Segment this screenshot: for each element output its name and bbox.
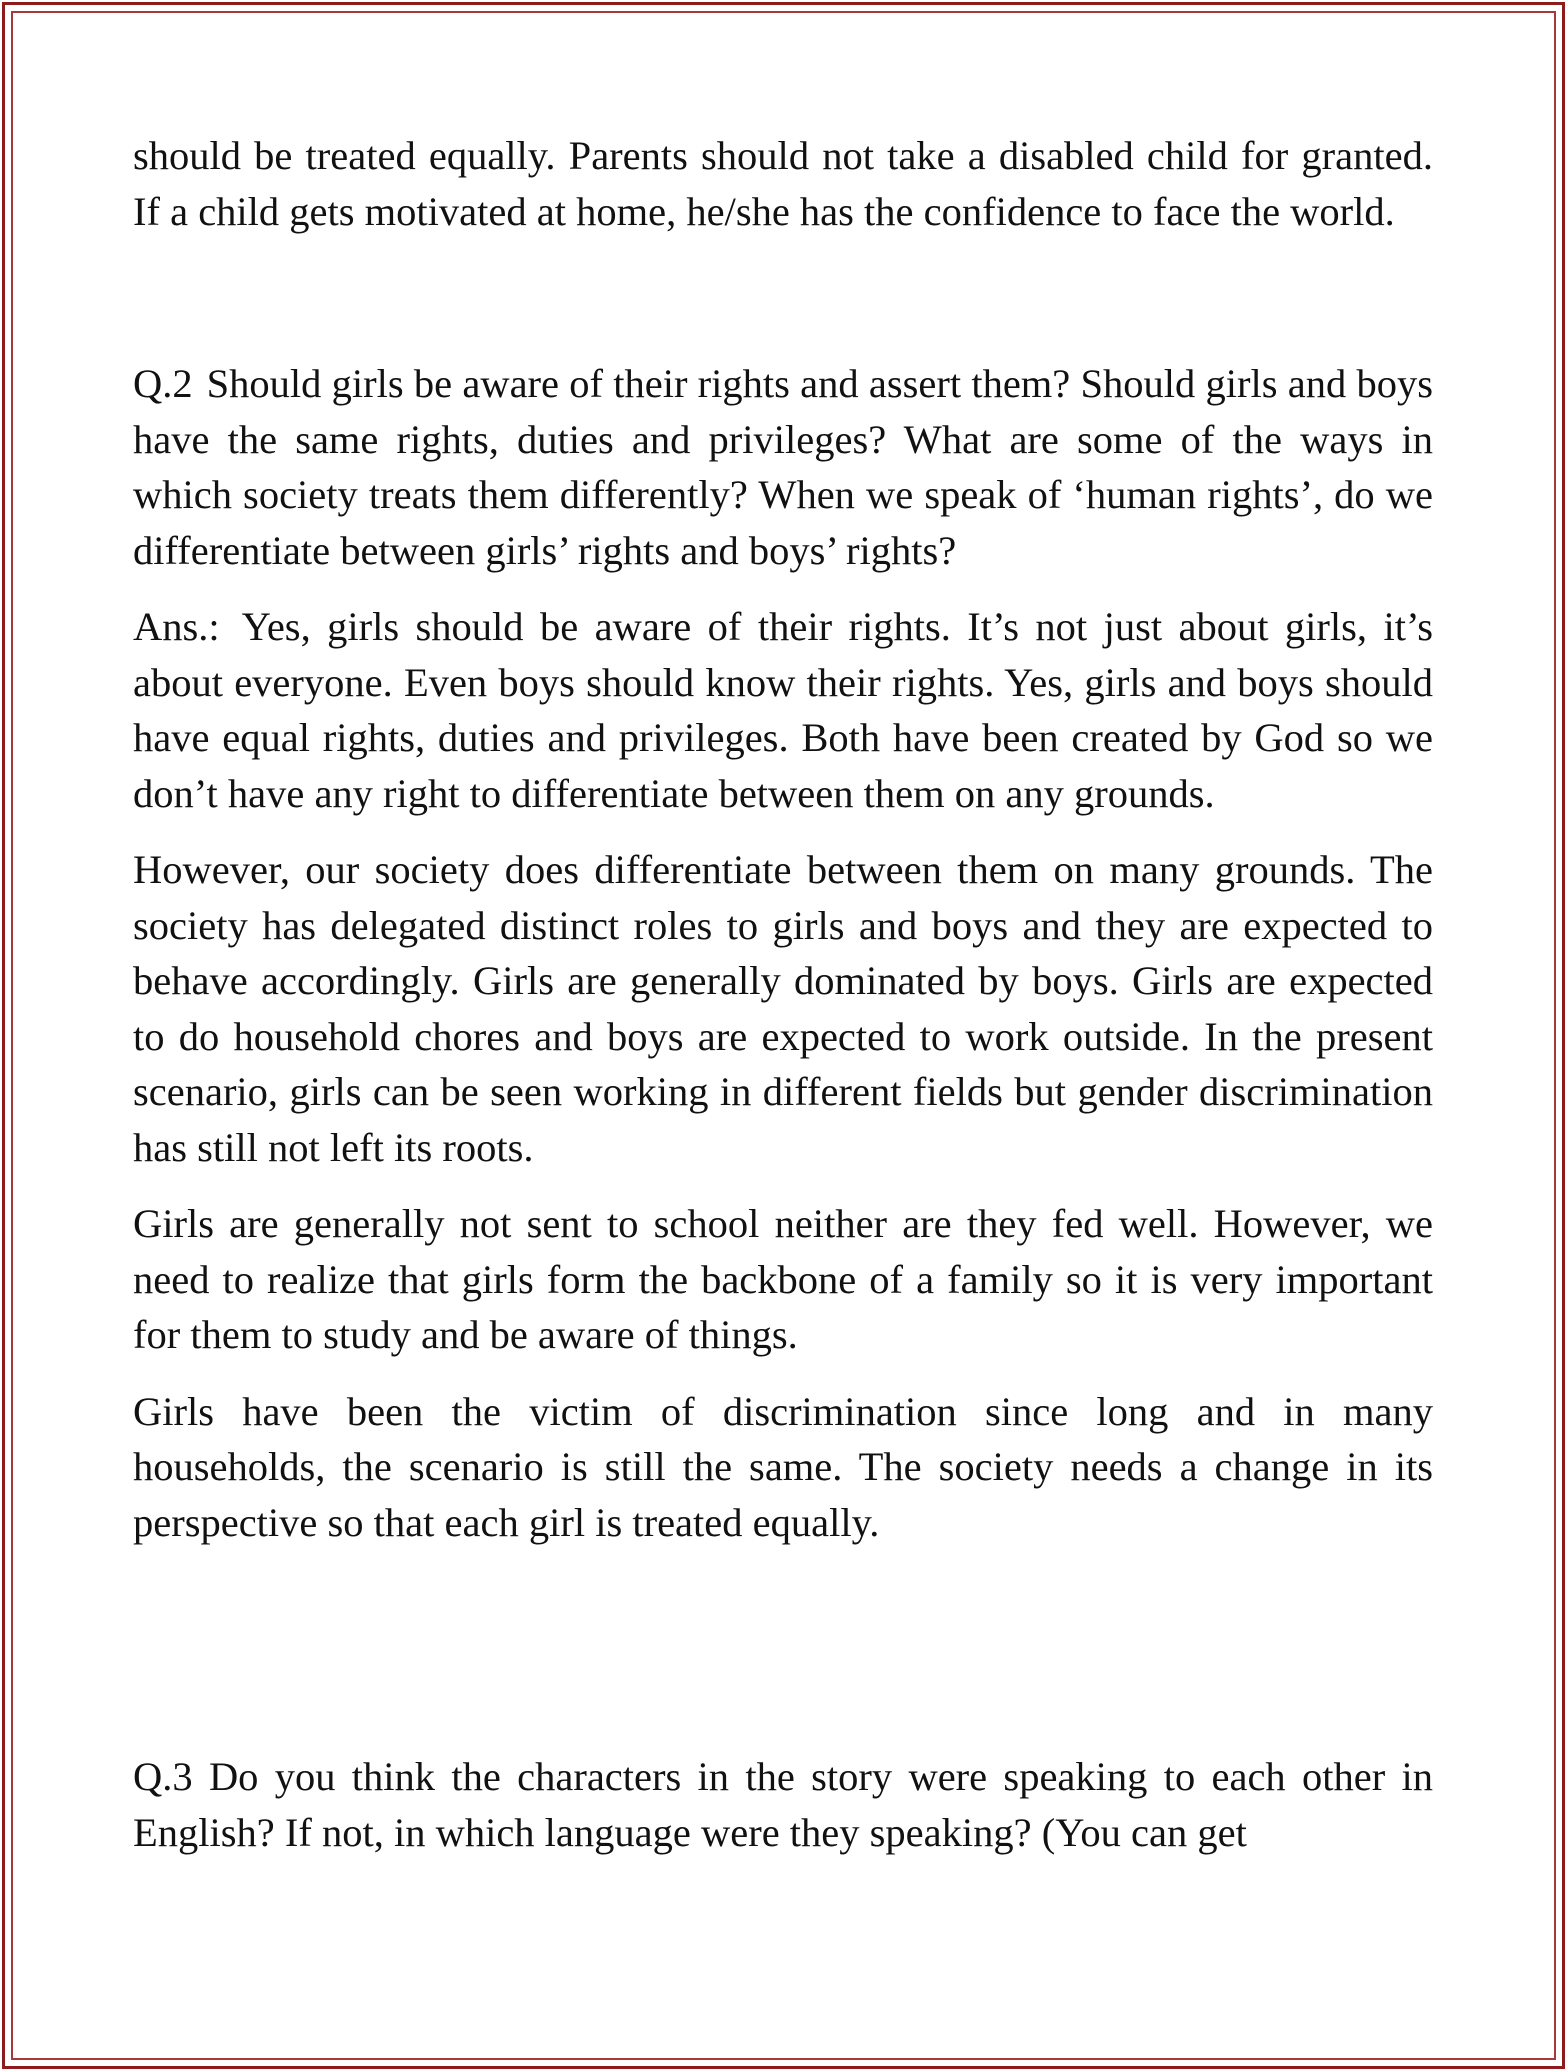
question-3 xyxy=(133,1749,1433,1860)
answer-paragraph-1 xyxy=(133,599,1433,821)
answer-paragraph-3: Girls are generally not sent to school neither are they fed well. However, we need to realize that girls form the backbone of a family so it is very important for them to study and be aware of things. xyxy=(133,1201,1433,1357)
question-3-label: Q.3 xyxy=(133,1754,193,1799)
document-body xyxy=(133,128,1433,1860)
answer-paragraph-2: However, our society does differentiate between them on many grounds. The society has delegated distinct roles to girls and boys and they are expected to behave accordingly. Girls are generally dominated by boys. Girls are expected to do household chores and boys are expected to work outside. In the present scenario, girls can be seen working in different fields but gender discrimination has still not left its roots. xyxy=(133,847,1433,1170)
question-2 xyxy=(133,356,1433,578)
continuation-paragraph: should be treated equally. Parents should not take a disabled child for granted. If a child gets motivated at home, he/she has the confidence to face the world. xyxy=(133,133,1433,234)
question-3-text: Do you think the characters in the story were speaking to each other in English? If not, in which language were they speaking? (You can get xyxy=(133,1754,1434,1855)
answer-paragraph-4: Girls have been the victim of discrimination since long and in many households, the scenario is still the same. The society needs a change in its perspective so that each girl is treated equally. xyxy=(133,1388,1433,1545)
answer-paragraph-1-text: Yes, girls should be aware of their rights. It’s not just about girls, it’s about everyone. Even boys should know their rights. Yes, girls and boys should have equal rights, duties and privileges. Both have been created by God so we don’t have any right to differentiate between them on any grounds. xyxy=(133,604,1433,816)
question-2-text: Should girls be aware of their rights and assert them? Should girls and boys have the same rights, duties and privileges? What are some of the ways in which society treats them differently? When we speak of ‘human rights’, do we differentiate between girls’ rights and boys’ rights? xyxy=(133,361,1433,573)
answer-label: Ans.: xyxy=(133,604,220,649)
question-2-label: Q.2 xyxy=(133,361,193,406)
